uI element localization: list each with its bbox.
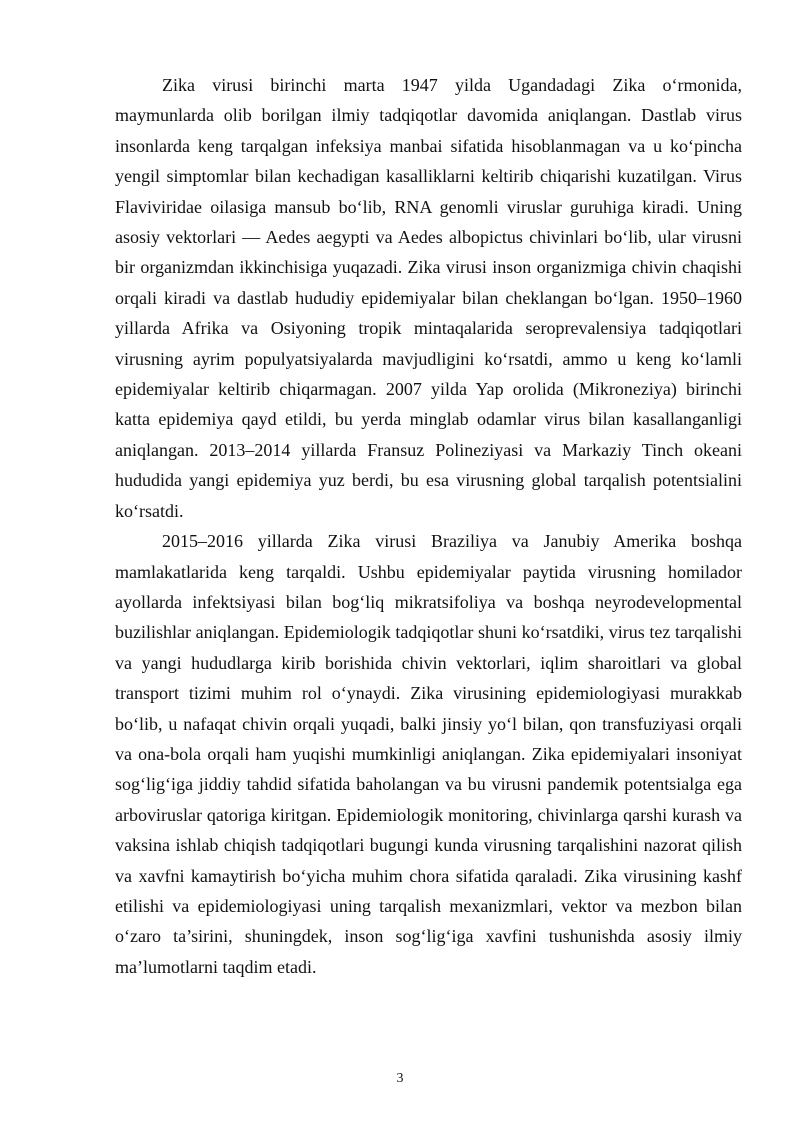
body-text [115, 70, 742, 982]
page-number: 3 [396, 1071, 404, 1086]
paragraph-zika-epidemiology: 2015–2016 yillarda Zika virusi Braziliya va Janubiy Amerika boshqa mamlakatlarida keng tarqaldi. Ushbu epidemiyalar paytida virusning homilador ayollarda infektsiyasi bilan bog‘liq mikratsifoliya va boshqa neyrodevelopmental buzilishlar aniqlangan. Epidemiologik tadqiqotlar shuni ko‘rsatdiki, virus tez tarqalishi va yangi hududlarga kirib borishida chivin vektorlari, iqlim sharoitlari va global transport tizimi muhim rol o‘ynaydi. Zika virusining epidemiologiyasi murakkab bo‘lib, u nafaqat chivin orqali yuqadi, balki jinsiy yo‘l bilan, qon transfuziyasi orqali va ona-bola orqali ham yuqishi mumkinligi aniqlangan. Zika epidemiyalari insoniyat sog‘lig‘iga jiddiy tahdid sifatida baholangan va bu virusni pandemik potentsialga ega arboviruslar qatoriga kiritgan. Epidemiologik monitoring, chivinlarga qarshi kurash va vaksina ishlab chiqish tadqiqotlari bugungi kunda virusning tarqalishini nazorat qilish va xavfni kamaytirish bo‘yicha muhim chora sifatida qaraladi. Zika virusining kashf etilishi va epidemiologiyasi uning tarqalish mexanizmlari, vektor va mezbon bilan o‘zaro ta’sirini, shuningdek, inson sog‘lig‘iga xavfini tushunishda asosiy ilmiy ma’lumotlarni taqdim etadi. [115, 531, 742, 977]
paragraph-zika-discovery: Zika virusi birinchi marta 1947 yilda Ugandadagi Zika o‘rmonida, maymunlarda olib borilgan ilmiy tadqiqotlar davomida aniqlangan. Dastlab virus insonlarda keng tarqalgan infeksiya manbai sifatida hisoblanmagan va u ko‘pincha yengil simptomlar bilan kechadigan kasalliklarni keltirib chiqarishi kuzatilgan. Virus Flaviviridae oilasiga mansub bo‘lib, RNA genomli viruslar guruhiga kiradi. Uning asosiy vektorlari — Aedes aegypti va Aedes albopictus chivinlari bo‘lib, ular virusni bir organizmdan ikkinchisiga yuqazadi. Zika virusi inson organizmiga chivin chaqishi orqali kiradi va dastlab hududiy epidemiyalar bilan cheklangan bo‘lgan. 1950–1960 yillarda Afrika va Osiyoning tropik mintaqalarida seroprevalensiya tadqiqotlari virusning ayrim populyatsiyalarda mavjudligini ko‘rsatdi, ammo u keng ko‘lamli epidemiyalar keltirib chiqarmagan. 2007 yilda Yap orolida (Mikroneziya) birinchi katta epidemiya qayd etildi, bu yerda minglab odamlar virus bilan kasallanganligi aniqlangan. 2013–2014 yillarda Fransuz Polineziyasi va Markaziy Tinch okeani hududida yangi epidemiya yuz berdi, bu esa virusning global tarqalish potentsialini ko‘rsatdi. [115, 75, 742, 521]
